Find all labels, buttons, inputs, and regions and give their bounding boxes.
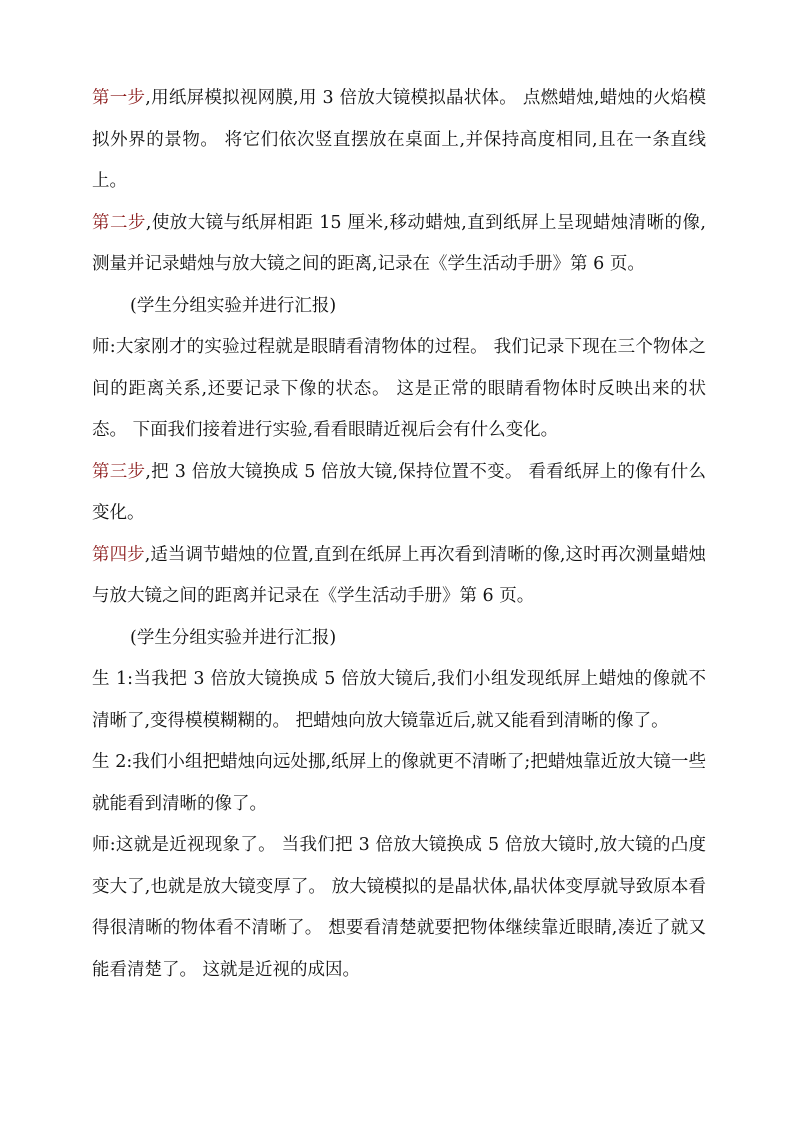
step-3-text: ,把 3 倍放大镜换成 5 倍放大镜,保持位置不变。 看看纸屏上的像有什么变化。 [92, 461, 706, 523]
paragraph-group-report-1: (学生分组实验并进行汇报) [130, 295, 337, 316]
step-1-text: ,用纸屏模拟视网膜,用 3 倍放大镜模拟晶状体。 点燃蜡烛,蜡烛的火焰模拟外界的景物。 将它们依次竖直摆放在桌面上,并保持高度相同,且在一条直线上。 [92, 88, 707, 191]
paragraph-group-report-2: (学生分组实验并进行汇报) [130, 627, 337, 648]
paragraph-step-3 [92, 452, 706, 535]
step-2-label: 第二步 [92, 212, 146, 233]
paragraph-teacher-1: 师:大家刚才的实验过程就是眼睛看清物体的过程。 我们记录下现在三个物体之间的距离关系,还要记录下像的状态。 这是正常的眼睛看物体时反映出来的状态。 下面我们接着进行实验,看看眼睛近视后会有什么变化。 [92, 337, 706, 440]
step-4-text: ,适当调节蜡烛的位置,直到在纸屏上再次看到清晰的像,这时再次测量蜡烛与放大镜之间的距离并记录在《学生活动手册》第 6 页。 [92, 544, 707, 606]
paragraph-step-2 [92, 203, 706, 286]
step-1-label: 第一步 [92, 88, 146, 108]
paragraph-step-4 [92, 535, 706, 618]
paragraph-step-1 [92, 78, 706, 203]
step-2-text: ,使放大镜与纸屏相距 15 厘米,移动蜡烛,直到纸屏上呈现蜡烛清晰的像,测量并记录蜡烛与放大镜之间的距离,记录在《学生活动手册》第 6 页。 [92, 212, 706, 274]
step-4-label: 第四步 [92, 544, 145, 565]
paragraph-student-1: 生 1:当我把 3 倍放大镜换成 5 倍放大镜后,我们小组发现纸屏上蜡烛的像就不清晰了,变得模模糊糊的。 把蜡烛向放大镜靠近后,就又能看到清晰的像了。 [92, 669, 706, 731]
paragraph-student-2: 生 2:我们小组把蜡烛向远处挪,纸屏上的像就更不清晰了;把蜡烛靠近放大镜一些就能看到清晰的像了。 [92, 752, 706, 814]
paragraph-teacher-2: 师:这就是近视现象了。 当我们把 3 倍放大镜换成 5 倍放大镜时,放大镜的凸度变大了,也就是放大镜变厚了。 放大镜模拟的是晶状体,晶状体变厚就导致原本看得很清晰的物体看不清晰了。 想要看清楚就要把物体继续靠近眼睛,凑近了就又能看清楚了。 这就是近视的成因。 [92, 835, 706, 980]
step-3-label: 第三步 [92, 461, 146, 482]
